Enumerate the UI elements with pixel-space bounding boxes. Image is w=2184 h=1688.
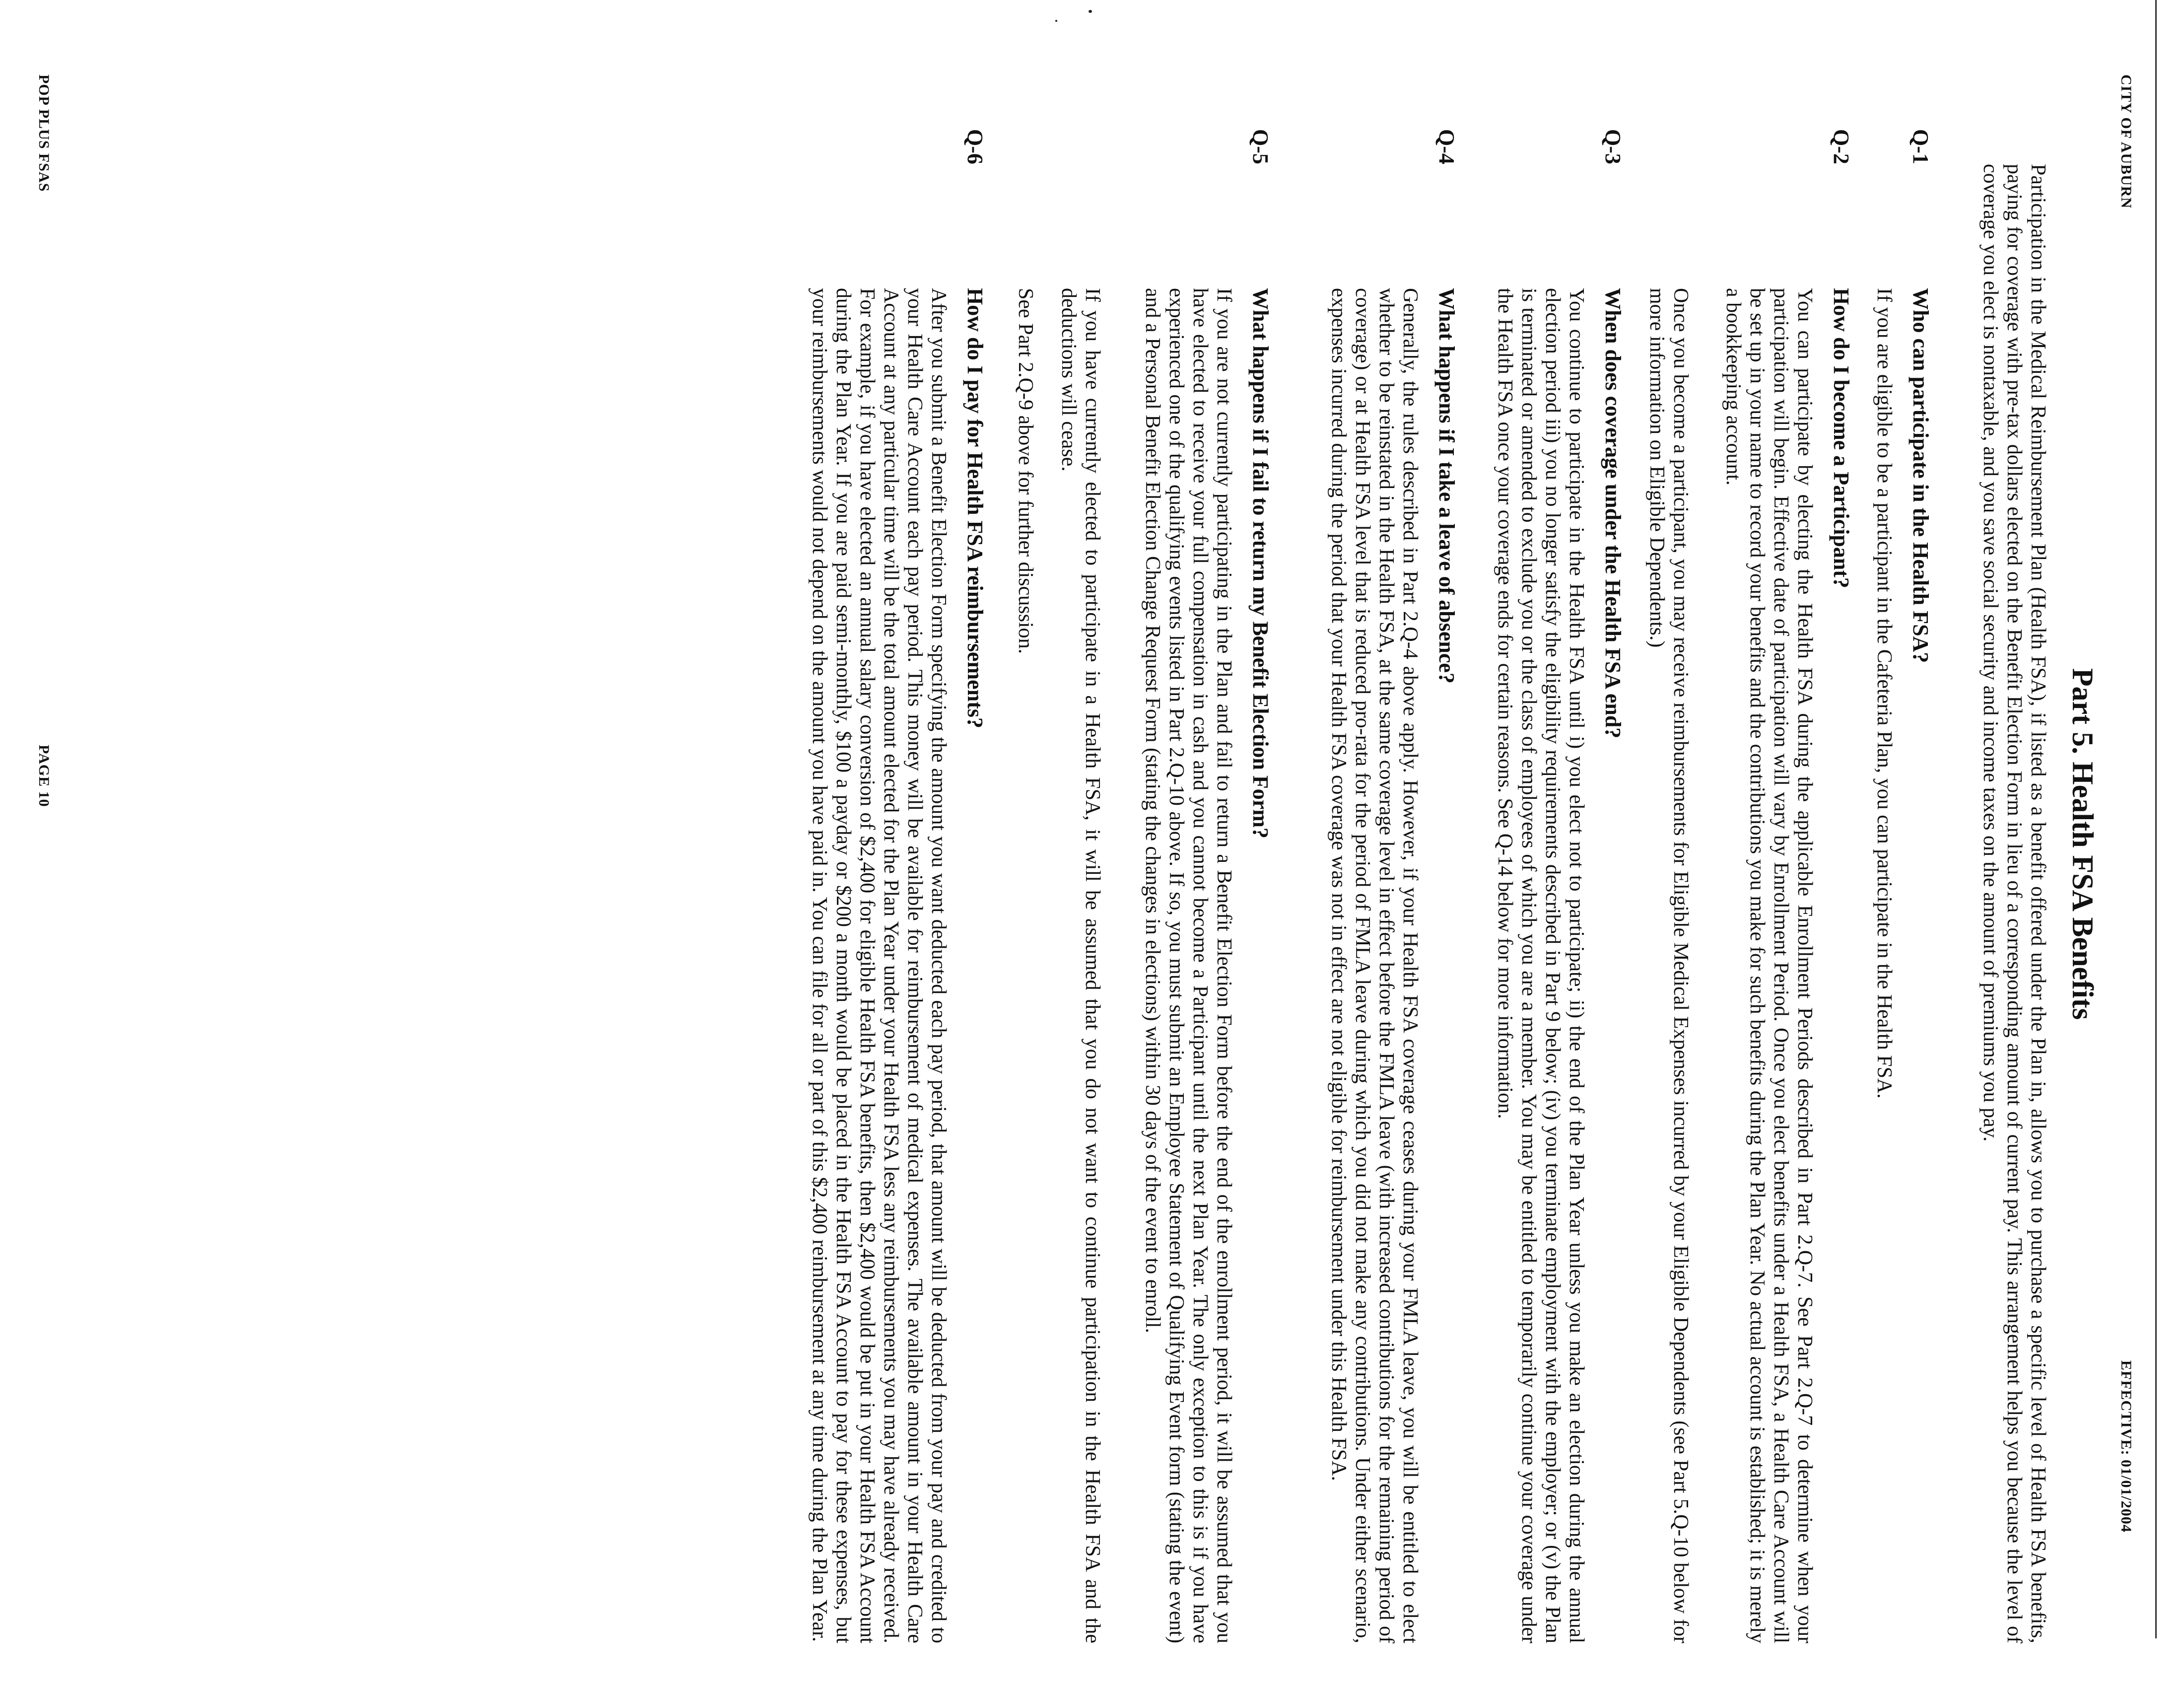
question-heading: What happens if I fail to return my Benefit Election Form? — [1248, 288, 1273, 839]
footer-left: POP PLUS FSAS — [36, 74, 52, 192]
question-number: Q-2 — [1829, 129, 1853, 164]
intro-paragraph: Participation in the Medical Reimbursement Plan (Health FSA), if listed as a benefit offered under the Plan in, allows you to purchase a specific level of Health FSA benefits, paying for coverage with pre-tax dollars elected on the Benefit Election Form in lieu of a corresponding amount of current pay. This arrangement helps you because the level of coverage you elect is nontaxable, and you save social security and income taxes on the amount of premiums you pay. — [1979, 164, 2049, 1643]
header-left: CITY OF AUBURN — [2118, 74, 2134, 209]
page-title: Part 5. Health FSA Benefits — [2066, 668, 2099, 1020]
scan-speck — [1055, 20, 1057, 22]
answer-paragraph: If you are not currently participating in the Plan and fail to return a Benefit Election Form before the end of the enrollment period, it will be assumed that you have elected to receive your full compensation in cash and you cannot become a Participant until the next Plan Year. The only exception to this is if you have experienced one of the qualifying events listed in Part 2.Q-10 above. If so, you must submit an Employee Statement of Qualifying Event form (stating the event) and a Personal Benefit Election Change Request Form (stating the changes in elections) within 30 days of the event to enroll. — [1141, 288, 1235, 1643]
question-number: Q-4 — [1434, 129, 1459, 164]
question-heading: Who can participate in the Health FSA? — [1909, 288, 1933, 663]
answer-paragraph: You can participate by electing the Health FSA during the applicable Enrollment Periods described in Part 2.Q-7. See Part 2.Q-7 to determine when your participation will begin. Effective date of participation will vary by Enrollment Period. Once you elect benefits under a Health FSA, a Health Care Account will be set up in your name to record your benefits and the contributions you make for such benefits during the Plan Year. No actual account is established; it is merely a bookkeeping account. — [1722, 288, 1816, 1643]
question-number: Q-5 — [1248, 129, 1273, 164]
answer-paragraph: You continue to participate in the Health FSA until i) you elect not to participate; ii) the end of the Plan Year unless you make an election during the annual election period iii) you no longer satisfy the eligibility requirements described in Part 9 below; (iv) you terminate employment with the employer; or (v) the Plan is terminated or amended to exclude you or the class of employees of which you are a member. You may be entitled to temporarily continue your coverage under the Health FSA once your coverage ends for certain reasons. See Q-14 below for more information. — [1494, 288, 1588, 1643]
answer-paragraph: Generally, the rules described in Part 2.Q-4 above apply. However, if your Health FSA coverage ceases during your FMLA leave, you will be entitled to elect whether to be reinstated in the Health FSA, at the same coverage level in effect before the FMLA leave (with increased contributions for the remaining period of coverage) or at Health FSA level that is reduced pro-rata for the period of FMLA leave during which you did not make any contributions. Under either scenario, expenses incurred during the period that your Health FSA coverage was not in effect are not eligible for reimbursement under this Health FSA. — [1327, 288, 1422, 1643]
answer-paragraph: If you are eligible to be a participant in the Cafeteria Plan, you can participate in the Health FSA. — [1873, 288, 1896, 1099]
answer-paragraph: Once you become a participant, you may receive reimbursements for Eligible Medical Expenses incurred by your Eligible Dependents (see Part 5.Q-10 below for more information on Eligible Dependents.) — [1645, 288, 1692, 1643]
footer-page-number: PAGE 10 — [36, 745, 52, 807]
answer-paragraph: See Part 2.Q-9 above for further discussion. — [1014, 288, 1037, 654]
answer-paragraph: If you have currently elected to participate in a Health FSA, it will be assumed that you do not want to continue participation in the Health FSA and the deductions will cease. — [1057, 288, 1104, 1643]
top-rule — [2155, 0, 2157, 1638]
question-heading: How do I become a Participant? — [1829, 288, 1853, 588]
scan-speck — [1089, 10, 1092, 13]
answer-paragraph: After you submit a Benefit Election Form specifying the amount you want deducted each pay period, that amount will be deducted from your pay and credited to your Health Care Account each pay period. This money will be available for reimbursement of medical expenses. The available amount in your Health Care Account at any particular time will be the total amount elected for the Plan Year under your Health FSA less any reimbursements you may have already received. For example, if you have elected an annual salary conversion of $2,400 for eligible Health FSA benefits, then $2,400 would be put in your Health FSA Account during the Plan Year. If you are paid semi-monthly, $100 a payday or $200 a month would be placed in the Health FSA Account to pay for these expenses, but your reimbursements would not depend on the amount you have paid in. You can file for all or part of this $2,400 reimbursement at any time during the Plan Year. — [808, 288, 950, 1643]
question-heading: When does coverage under the Health FSA end? — [1601, 288, 1625, 739]
question-number: Q-1 — [1909, 129, 1933, 164]
question-heading: How do I pay for Health FSA reimbursements? — [963, 288, 987, 728]
question-number: Q-6 — [963, 129, 987, 164]
header-right: EFFECTIVE: 01/01/2004 — [2118, 1360, 2134, 1533]
question-number: Q-3 — [1601, 129, 1625, 164]
question-heading: What happens if I take a leave of absence? — [1434, 288, 1459, 684]
